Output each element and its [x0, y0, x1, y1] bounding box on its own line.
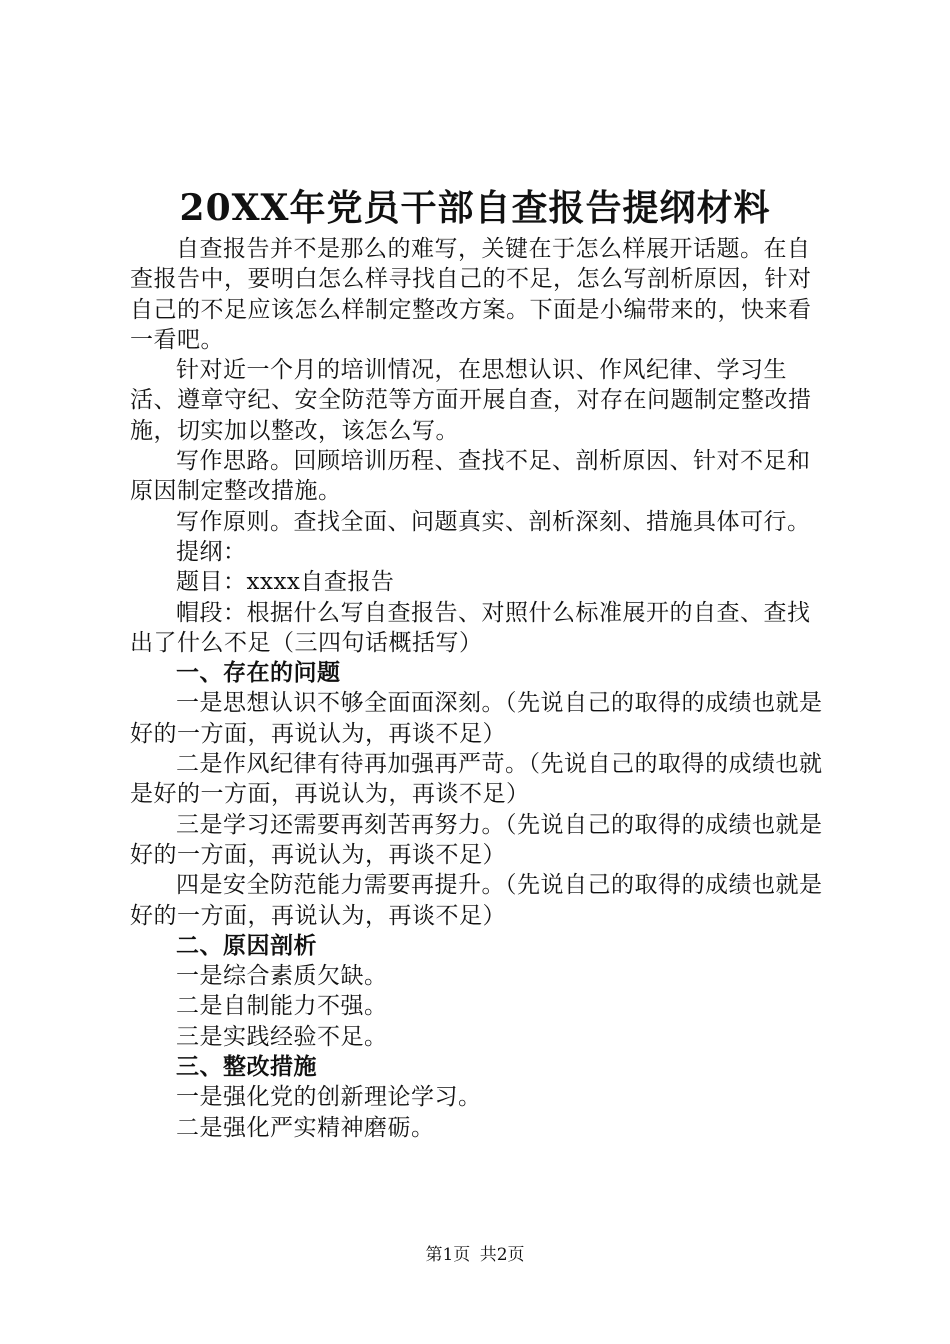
context-paragraph: 针对近一个月的培训情况，在思想认识、作风纪律、学习生活、遵章守纪、安全防范等方面开展自查，对存在问题制定整改措施，切实加以整改，该怎么写。 — [130, 357, 812, 444]
outline-title-line: 题目：xxxx自查报告 — [176, 569, 395, 596]
measure-item-2: 二是强化严实精神磨砺。 — [176, 1114, 435, 1141]
intro-paragraph: 自查报告并不是那么的难写，关键在于怎么样展开话题。在自查报告中，要明白怎么样寻找自己的不足，怎么写剖析原因，针对自己的不足应该怎么样制定整改方案。下面是小编带来的，快来看一看吧。 — [130, 236, 812, 353]
cause-item-3: 三是实践经验不足。 — [176, 1023, 388, 1050]
problem-item-4: 四是安全防范能力需要再提升。（先说自己的取得的成绩也就是好的一方面，再说认为，再谈不足） — [130, 872, 823, 929]
problem-item-2: 二是作风纪律有待再加强再严苛。（先说自己的取得的成绩也就是好的一方面，再说认为，再谈不足） — [130, 751, 823, 808]
section-heading-measures: 三、整改措施 — [176, 1054, 317, 1081]
cause-item-2: 二是自制能力不强。 — [176, 993, 388, 1020]
section-heading-causes: 二、原因剖析 — [176, 932, 317, 959]
outline-opening-line: 帽段：根据什么写自查报告、对照什么标准展开的自查、查找出了什么不足（三四句话概括写） — [130, 599, 811, 656]
cause-item-1: 一是综合素质欠缺。 — [176, 963, 388, 990]
page-footer: 第1页 共2页 — [425, 1245, 525, 1265]
section-heading-problems: 一、存在的问题 — [176, 660, 341, 687]
writing-approach-paragraph: 写作思路。回顾培训历程、查找不足、剖析原因、针对不足和原因制定整改措施。 — [130, 448, 811, 505]
problem-item-1: 一是思想认识不够全面面深刻。（先说自己的取得的成绩也就是好的一方面，再说认为，再谈不足） — [130, 690, 823, 747]
writing-principle-paragraph: 写作原则。查找全面、问题真实、剖析深刻、措施具体可行。 — [176, 508, 811, 535]
document-title: 20XX年党员干部自查报告提纲材料 — [179, 187, 771, 229]
problem-item-3: 三是学习还需要再刻苦再努力。（先说自己的取得的成绩也就是好的一方面，再说认为，再谈不足） — [130, 811, 823, 868]
document-body — [130, 234, 830, 1143]
measure-item-1: 一是强化党的创新理论学习。 — [176, 1084, 482, 1111]
outline-label: 提纲： — [176, 538, 247, 565]
